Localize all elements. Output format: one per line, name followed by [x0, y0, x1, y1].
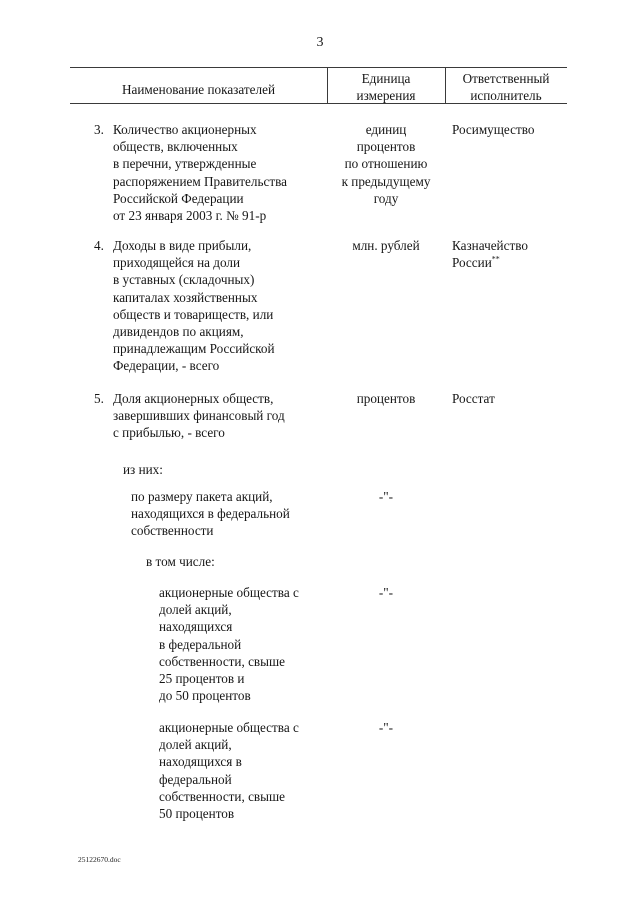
row-4-footnote-mark: **	[491, 254, 500, 264]
item-a-unit: -"-	[378, 585, 394, 600]
row-5-name: Доля акционерных обществ, завершивших финансовый год с прибылью, - всего	[113, 391, 285, 441]
footer-file-name: 25122670.doc	[78, 855, 121, 864]
item-b-unit: -"-	[378, 720, 394, 735]
row-4-name: Доходы в виде прибыли, приходящейся на доли в уставных (складочных) капиталах хозяйственных обществ и товариществ, или дивидендов по акциям, принадлежащим Российской Федерации, - всего	[113, 238, 275, 374]
row-4-number: 4.	[94, 238, 104, 253]
of-them-label: из них:	[123, 462, 163, 477]
including-label: в том числе:	[146, 554, 215, 569]
row-3-number: 3.	[94, 122, 104, 137]
header-name: Наименование показателей	[122, 82, 275, 97]
item-a-name: акционерные общества с долей акций, находящихся в федеральной собственности, свыше 25 процентов и до 50 процентов	[159, 585, 299, 704]
item-b-name: акционерные общества с долей акций, находящихся в федеральной собственности, свыше 50 процентов	[159, 720, 299, 822]
header-unit: Единица измерения	[356, 71, 416, 103]
row-3-unit: единиц процентов по отношению к предыдущему году	[341, 122, 431, 206]
row-4-executor-line2	[452, 254, 528, 271]
page-number: 3	[316, 35, 324, 50]
row-4-unit: млн. рублей	[352, 238, 420, 253]
row-4-executor-text: России	[452, 255, 492, 271]
header-executor: Ответственный исполнитель	[462, 71, 550, 103]
row-5-executor: Росстат	[452, 391, 495, 406]
header-top-rule	[70, 67, 567, 68]
row-5-unit: процентов	[356, 391, 416, 406]
by-package-unit: -"-	[378, 489, 394, 504]
by-package-name: по размеру пакета акций, находящихся в федеральной собственности	[131, 489, 290, 539]
row-3-executor: Росимущество	[452, 122, 535, 137]
row-4-executor	[452, 237, 528, 271]
row-5-number: 5.	[94, 391, 104, 406]
row-3-name: Количество акционерных обществ, включенных в перечни, утвержденные распоряжением Правительства Российской Федерации от 23 января 2003 г. № 91-р	[113, 122, 287, 224]
row-4-executor-line1: Казначейство	[452, 238, 528, 253]
